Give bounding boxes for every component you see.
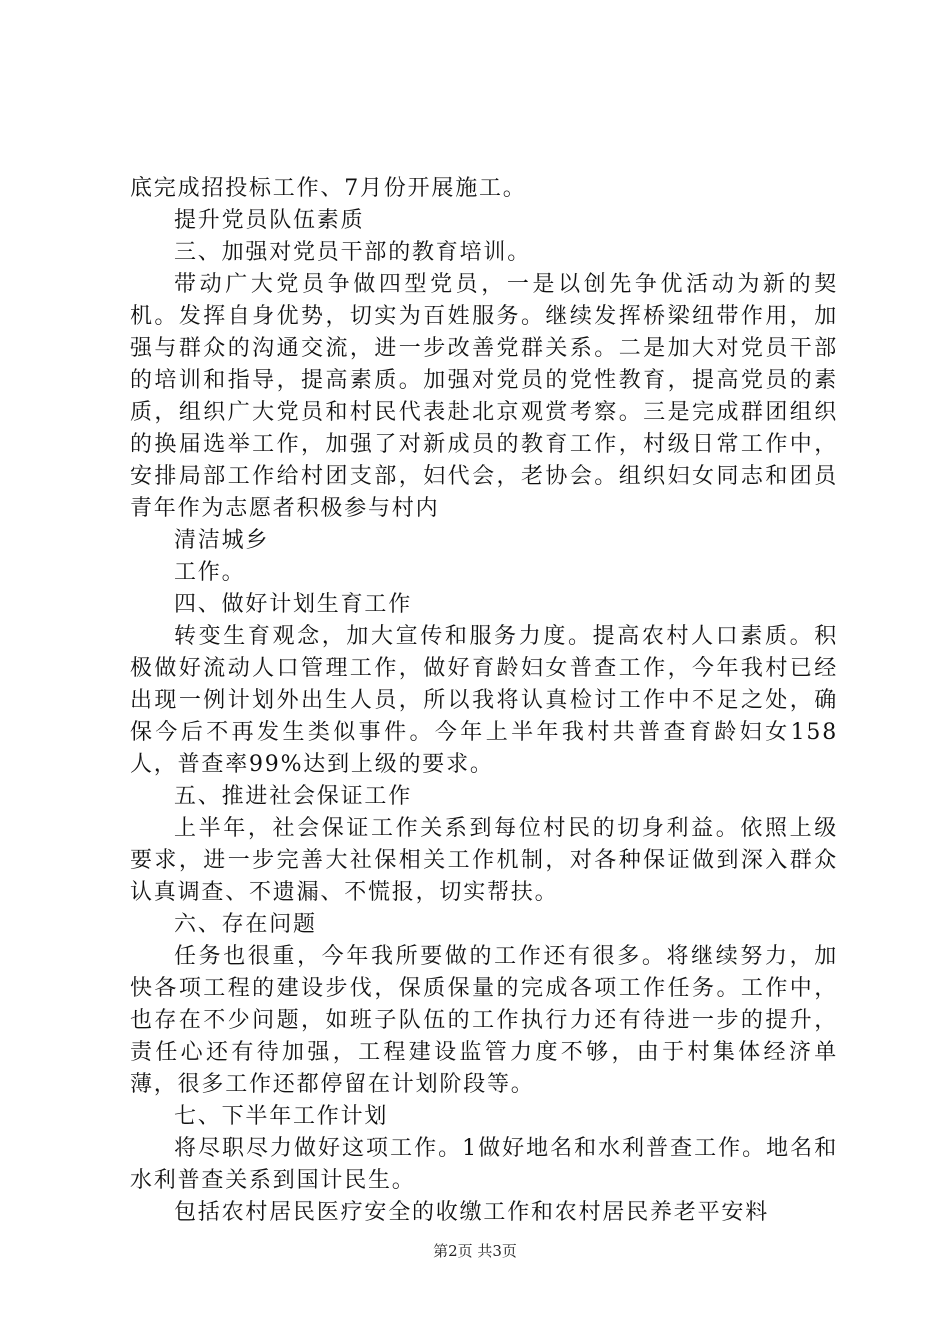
- paragraph-problems: 任务也很重，今年我所要做的工作还有很多。将继续努力，加快各项工程的建设步伐，保质保量的完成各项工作任务。工作中，也存在不少问题，如班子队伍的工作执行力还有待进一步的提升，责任心还有待加强，工程建设监管力度不够，由于村集体经济单薄，很多工作还都停留在计划阶段等。: [130, 944, 838, 1097]
- subheading-party-quality: 提升党员队伍素质: [174, 208, 365, 233]
- paragraph-continuation: 底完成招投标工作、7月份开展施工。: [130, 176, 527, 201]
- paragraph-party-training: 带动广大党员争做四型党员，一是以创先争优活动为新的契机。发挥自身优势，切实为百姓服务。继续发挥桥梁纽带作用，加强与群众的沟通交流，进一步改善党群关系。二是加大对党员干部的培训和指导，提高素质。加强对党员的党性教育，提高党员的素质，组织广大党员和村民代表赴北京观赏考察。三是完成群团组织的换届选举工作，加强了对新成员的教育工作，村级日常工作中，安排局部工作给村团支部，妇代会，老协会。组织妇女同志和团员青年作为志愿者积极参与村内: [130, 272, 838, 521]
- paragraph-work: 工作。: [174, 560, 246, 585]
- document-body: [130, 173, 838, 1229]
- section-heading-4: 四、做好计划生育工作: [174, 592, 413, 617]
- paragraph-family-planning: 转变生育观念，加大宣传和服务力度。提高农村人口素质。积极做好流动人口管理工作，做好育龄妇女普查工作，今年我村已经出现一例计划外出生人员，所以我将认真检讨工作中不足之处，确保今后不再发生类似事件。今年上半年我村共普查育龄妇女158人，普查率99%达到上级的要求。: [130, 624, 838, 777]
- page-footer: 第2页 共3页: [433, 1242, 517, 1260]
- section-heading-6: 六、存在问题: [174, 912, 317, 937]
- section-heading-7: 七、下半年工作计划: [174, 1104, 389, 1129]
- paragraph-insurance: 包括农村居民医疗安全的收缴工作和农村居民养老平安料: [174, 1200, 770, 1225]
- section-heading-5: 五、推进社会保证工作: [174, 784, 413, 809]
- paragraph-social-security: 上半年，社会保证工作关系到每位村民的切身利益。依照上级要求，进一步完善大社保相关工作机制，对各种保证做到深入群众认真调查、不遗漏、不慌报，切实帮扶。: [130, 816, 838, 905]
- paragraph-plan: 将尽职尽力做好这项工作。1做好地名和水利普查工作。地名和水利普查关系到国计民生。: [130, 1136, 838, 1193]
- section-heading-3: 三、加强对党员干部的教育培训。: [174, 240, 532, 265]
- paragraph-clean-city: 清洁城乡: [174, 528, 270, 553]
